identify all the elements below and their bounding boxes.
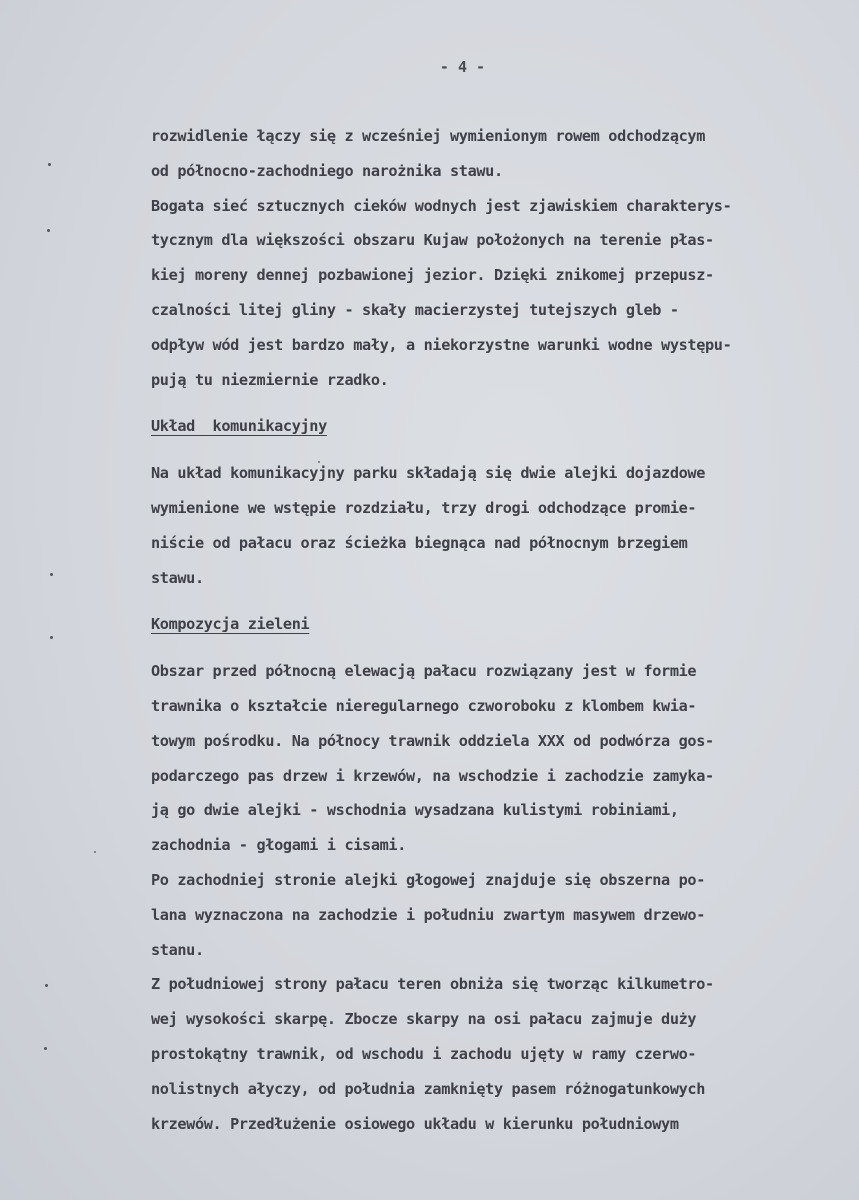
text-line: Z południowej strony pałacu teren obniża się tworząc kilkumetro- xyxy=(151,975,714,994)
text-line: wej wysokości skarpę. Zbocze skarpy na osi pałacu zajmuje duży xyxy=(151,1010,697,1029)
text-line: odpływ wód jest bardzo mały, a niekorzystne warunki wodne występu- xyxy=(151,335,732,354)
text-line: pują tu niezmiernie rzadko. xyxy=(151,370,389,389)
text-line: Na układ komunikacyjny parku składają się dwie alejki dojazdowe xyxy=(151,464,706,483)
text-line: stanu. xyxy=(151,940,204,959)
binding-hole-mark xyxy=(44,1047,47,1050)
text-line: trawnika o kształcie nieregularnego czworoboku z klombem kwia- xyxy=(151,696,697,715)
text-line: prostokątny trawnik, od wschodu i zachodu ujęty w ramy czerwo- xyxy=(151,1044,697,1063)
binding-hole-mark xyxy=(47,229,50,232)
text-line: krzewów. Przedłużenie osiowego układu w kierunku południowym xyxy=(151,1114,679,1133)
binding-hole-mark xyxy=(45,984,48,987)
binding-hole-mark xyxy=(50,573,53,576)
text-line: niście od pałacu oraz ścieżka biegnąca nad północnym brzegiem xyxy=(151,533,688,552)
text-line: wymienione we wstępie rozdziału, trzy drogi odchodzące promie- xyxy=(151,498,697,517)
text-line: podarczego pas drzew i krzewów, na wschodzie i zachodzie zamyka- xyxy=(151,766,714,785)
text-line: stawu. xyxy=(151,568,204,587)
section-heading-kompozycja: Kompozycja zieleni xyxy=(151,615,310,634)
text-line: nolistnych ałyczy, od południa zamknięty pasem różnogatunkowych xyxy=(151,1079,706,1098)
text-line: tycznym dla większości obszaru Kujaw położonych na terenie płas- xyxy=(151,231,714,250)
text-line: Po zachodniej stronie alejki głogowej znajduje się obszerna po- xyxy=(151,870,706,889)
text-line: rozwidlenie łączy się z wcześniej wymienionym rowem odchodzącym xyxy=(151,127,706,145)
text-line: czalności litej gliny - skały macierzystej tutejszych gleb - xyxy=(151,300,679,319)
text-line: od północno-zachodniego narożnika stawu. xyxy=(151,161,503,180)
text-line: Obszar przed północną elewacją pałacu rozwiązany jest w formie xyxy=(151,662,697,681)
page-body xyxy=(151,119,841,1141)
text-line: lana wyznaczona na zachodzie i południu zwartym masywem drzewo- xyxy=(151,905,706,924)
binding-hole-mark xyxy=(48,163,51,166)
text-line: towym pośrodku. Na północy trawnik oddziela XXX od podwórza gos- xyxy=(151,731,714,750)
text-line: kiej moreny dennej pozbawionej jezior. Dzięki znikomej przepusz- xyxy=(151,266,714,285)
paper-speck xyxy=(318,461,320,463)
binding-hole-mark xyxy=(50,636,53,639)
text-line: ją go dwie alejki - wschodnia wysadzana kulistymi robiniami, xyxy=(151,801,679,820)
paper-speck xyxy=(94,851,96,853)
section-heading-uklad: Układ komunikacyjny xyxy=(151,417,327,436)
text-line: Bogata sieć sztucznych cieków wodnych jest zjawiskiem charakterys- xyxy=(151,196,732,215)
page-number: - 4 - xyxy=(439,58,486,76)
text-line: zachodnia - głogami i cisami. xyxy=(151,836,407,855)
